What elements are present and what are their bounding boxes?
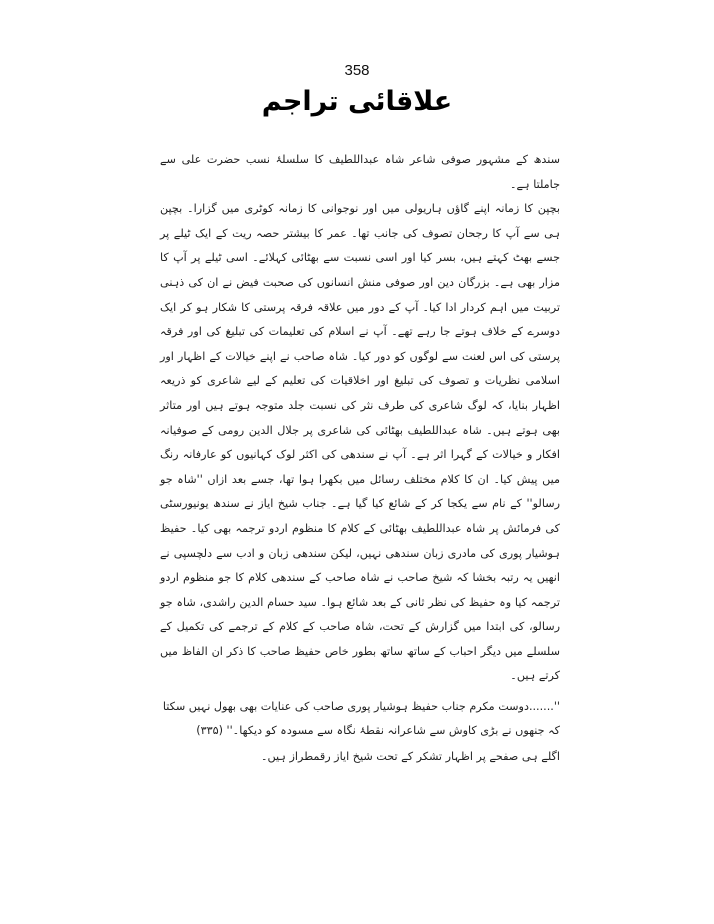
paragraph-main: بچپن کا زمانہ اپنے گاؤں ہاریولی میں اور نوجوانی کا زمانہ کوٹری میں گزارا۔ بچپن ہی سے آپ کا رجحان تصوف کی جانب تھا۔ عمر کا بیشتر حصہ ریت کے ایک ٹیلے پر جسے بھٹ کہتے ہیں، بسر کیا اور اسی نسبت سے بھٹائی کہلائے۔ اسی ٹیلے پر آپ کا مزار بھی ہے۔ بزرگان دین اور صوفی منش انسانوں کی صحبت فیض نے ان کی ذہنی تربیت میں اہم کردار ادا کیا۔ آپ کے دور میں علاقہ فرقہ پرستی کا شکار ہو کر ایک دوسرے کے خلاف ہوتے جا رہے تھے۔ آپ نے اسلام کی تعلیمات کی تبلیغ کی اور فرقہ پرستی کی اس لعنت سے لوگوں کو دور کیا۔ شاہ صاحب نے اپنے خیالات کے اظہار اور اسلامی نظریات و تصوف کی تبلیغ اور اخلاقیات کی تعلیم کے لیے شاعری کو ذریعہ اظہار بنایا، کہ لوگ شاعری کی طرف نثر کی نسبت جلد متوجہ ہوتے ہیں اور متاثر بھی ہوتے ہیں۔ شاہ عبداللطیف بھٹائی کی شاعری پر جلال الدین رومی کے صوفیانہ افکار و خیالات کے گہرا اثر ہے۔ آپ نے سندھی کی اکثر لوک کہانیوں کو عارفانہ رنگ میں پیش کیا۔ ان کا کلام مختلف رسائل میں بکھرا ہوا تھا، جسے بعد ازاں ''شاہ جو رسالو'' کے نام سے یکجا کر کے شائع کیا گیا ہے۔ جناب شیخ ایاز نے سندھ یونیورسٹی کی فرمائش پر شاہ عبداللطیف بھٹائی کے کلام کا منظوم اردو ترجمہ بھی کیا۔ حفیظ ہوشیار پوری کی مادری زبان سندھی نہیں، لیکن سندھی زبان و ادب سے دلچسپی نے انھیں یہ رتبہ بخشا کہ شیخ صاحب نے شاہ صاحب کے سندھی کلام کا جو منظوم اردو ترجمہ کیا وہ حفیظ کی نظر ثانی کے بعد شائع ہوا۔ سید حسام الدین راشدی، شاہ جو رسالو، کی ابتدا میں گزارش کے تحت، شاہ صاحب کے کلام کے ترجمے کی تکمیل کے سلسلے میں دیگر احباب کے ساتھ ساتھ بطور خاص حفیظ صاحب کا ذکر ان الفاظ میں کرتے ہیں۔: [160, 202, 560, 683]
page-number: 358: [344, 62, 370, 79]
body-text: [160, 148, 560, 689]
closing-line: اگلے ہی صفحے پر اظہار تشکر کے تحت شیخ ایاز رقمطراز ہیں۔: [260, 750, 560, 763]
quotation: [160, 695, 560, 743]
quotation-text: ''.......دوست مکرم جناب حفیظ ہوشیار پوری صاحب کی عنایات بھی بھول نہیں سکتا کہ جنھوں نے بڑی کاوش سے شاعرانہ نقطۂ نگاہ سے مسودہ کو دیکھا۔'' (۳۳۵): [162, 700, 560, 737]
chapter-title: علاقائی تراجم: [261, 86, 453, 117]
paragraph-intro: سندھ کے مشہور صوفی شاعر شاہ عبداللطیف کا سلسلۂ نسب حضرت علی سے جاملتا ہے۔: [160, 153, 560, 191]
